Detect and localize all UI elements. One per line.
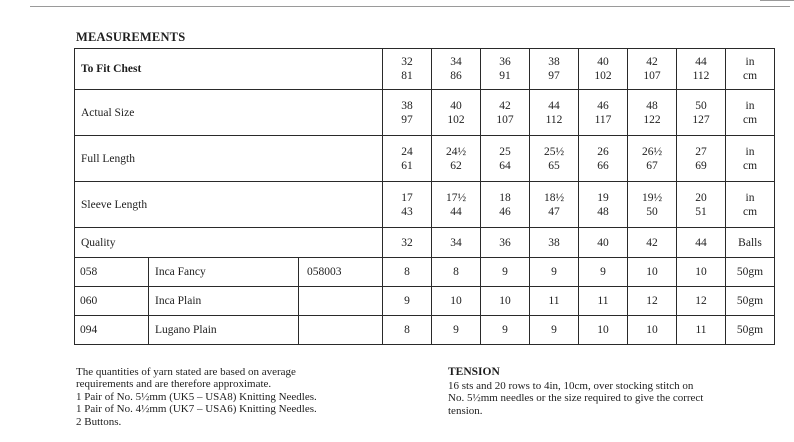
value-cell: 19 48: [579, 182, 628, 228]
value-cell: 11: [530, 287, 579, 316]
value-cell: 26 66: [579, 136, 628, 182]
yarn-ref: 058003: [299, 258, 383, 287]
value-cell: 10: [628, 258, 677, 287]
value-cell: 10: [579, 316, 628, 345]
value-cell: 19½ 50: [628, 182, 677, 228]
value-cell: 8: [383, 316, 432, 345]
row-label-sleeve-length: Sleeve Length: [75, 182, 383, 228]
value-cell: 25 64: [481, 136, 530, 182]
yarn-name: Inca Plain: [149, 287, 299, 316]
value-cell: 42 107: [481, 90, 530, 136]
unit-cell: 50gm: [726, 287, 775, 316]
value-cell: 42: [628, 228, 677, 258]
yarn-code: 058: [75, 258, 149, 287]
top-border-line-right: [760, 0, 794, 1]
yarn-notes: [76, 366, 406, 428]
note-line: The quantities of yarn stated are based on average: [76, 366, 296, 378]
value-cell: 12: [628, 287, 677, 316]
value-cell: 50 127: [677, 90, 726, 136]
unit-cell: Balls: [726, 228, 775, 258]
value-cell: 17½ 44: [432, 182, 481, 228]
top-border-line: [30, 6, 790, 7]
value-cell: 8: [432, 258, 481, 287]
value-cell: 40 102: [579, 49, 628, 90]
yarn-name: Inca Fancy: [149, 258, 299, 287]
value-cell: 12: [677, 287, 726, 316]
value-cell: 27 69: [677, 136, 726, 182]
value-cell: 25½ 65: [530, 136, 579, 182]
unit-cell: 50gm: [726, 258, 775, 287]
value-cell: 9: [530, 316, 579, 345]
value-cell: 38 97: [383, 90, 432, 136]
value-cell: 34 86: [432, 49, 481, 90]
yarn-code: 060: [75, 287, 149, 316]
value-cell: 24 61: [383, 136, 432, 182]
note-line: requirements and are therefore approximate.: [76, 378, 272, 391]
value-cell: 9: [579, 258, 628, 287]
value-cell: 26½ 67: [628, 136, 677, 182]
value-cell: 9: [432, 316, 481, 345]
value-cell: 20 51: [677, 182, 726, 228]
value-cell: 17 43: [383, 182, 432, 228]
measurements-table: [74, 48, 775, 345]
value-cell: 10: [677, 258, 726, 287]
note-line: 2 Buttons.: [76, 415, 122, 428]
note-line: 1 Pair of No. 4½mm (UK7 – USA6) Knitting Needles.: [76, 403, 317, 416]
value-cell: 38: [530, 228, 579, 258]
table-row: [75, 136, 775, 182]
value-cell: 34: [432, 228, 481, 258]
table-row: [75, 316, 775, 345]
value-cell: 9: [530, 258, 579, 287]
unit-cell: in cm: [726, 49, 775, 90]
value-cell: 24½ 62: [432, 136, 481, 182]
value-cell: 36 91: [481, 49, 530, 90]
yarn-ref: [299, 287, 383, 316]
row-label-quality: Quality: [75, 228, 383, 258]
table-row: [75, 182, 775, 228]
value-cell: 48 122: [628, 90, 677, 136]
value-cell: 10: [481, 287, 530, 316]
tension-text: [448, 380, 788, 417]
value-cell: 42 107: [628, 49, 677, 90]
value-cell: 46 117: [579, 90, 628, 136]
value-cell: 38 97: [530, 49, 579, 90]
value-cell: 10: [432, 287, 481, 316]
value-cell: 9: [481, 258, 530, 287]
value-cell: 11: [579, 287, 628, 316]
value-cell: 11: [677, 316, 726, 345]
page-title: MEASUREMENTS: [76, 30, 186, 44]
tension-heading: TENSION: [448, 366, 500, 378]
value-cell: 44 112: [530, 90, 579, 136]
row-label-to-fit-chest: To Fit Chest: [75, 49, 383, 90]
value-cell: 32 81: [383, 49, 432, 90]
value-cell: 44 112: [677, 49, 726, 90]
tension-line: tension.: [448, 404, 483, 417]
yarn-name: Lugano Plain: [149, 316, 299, 345]
value-cell: 9: [383, 287, 432, 316]
yarn-code: 094: [75, 316, 149, 345]
value-cell: 18½ 47: [530, 182, 579, 228]
table-row: [75, 258, 775, 287]
value-cell: 44: [677, 228, 726, 258]
value-cell: 10: [628, 316, 677, 345]
value-cell: 36: [481, 228, 530, 258]
value-cell: 18 46: [481, 182, 530, 228]
yarn-ref: [299, 316, 383, 345]
table-row: [75, 287, 775, 316]
row-label-actual-size: Actual Size: [75, 90, 383, 136]
value-cell: 40 102: [432, 90, 481, 136]
tension-line: No. 5½mm needles or the size required to give the correct: [448, 392, 704, 405]
note-line: 1 Pair of No. 5½mm (UK5 – USA8) Knitting Needles.: [76, 390, 317, 403]
tension-line: 16 sts and 20 rows to 4in, 10cm, over stocking stitch on: [448, 380, 694, 392]
table-row: [75, 228, 775, 258]
value-cell: 9: [481, 316, 530, 345]
value-cell: 32: [383, 228, 432, 258]
unit-cell: in cm: [726, 136, 775, 182]
table-row: [75, 90, 775, 136]
row-label-full-length: Full Length: [75, 136, 383, 182]
unit-cell: in cm: [726, 182, 775, 228]
value-cell: 40: [579, 228, 628, 258]
table-row: [75, 49, 775, 90]
unit-cell: in cm: [726, 90, 775, 136]
unit-cell: 50gm: [726, 316, 775, 345]
value-cell: 8: [383, 258, 432, 287]
